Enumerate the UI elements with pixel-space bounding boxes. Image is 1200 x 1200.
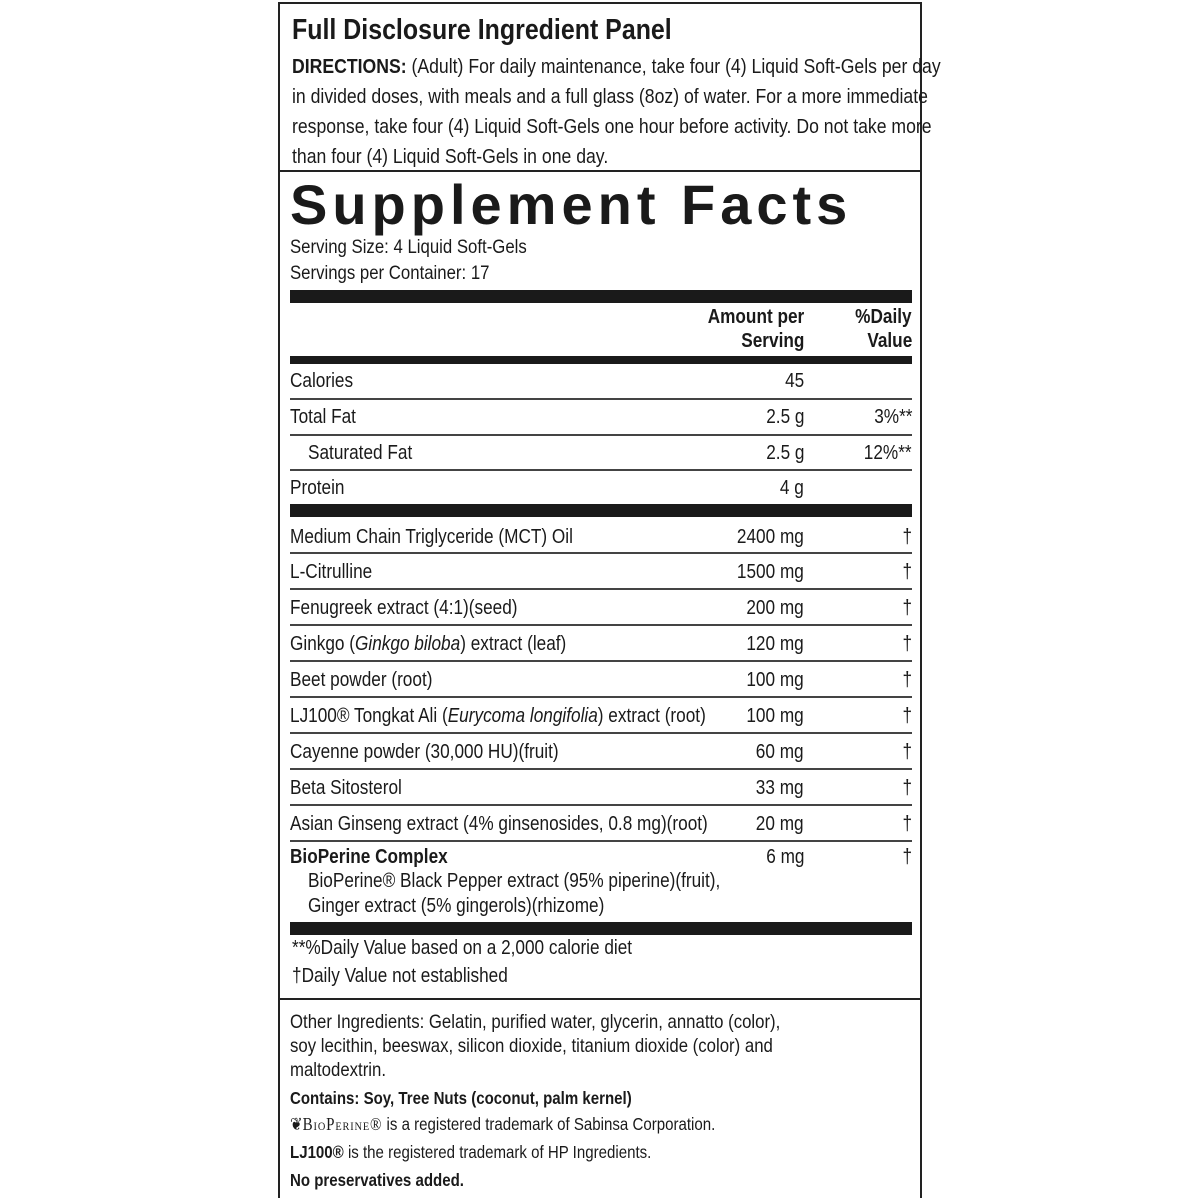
row-divider [290,804,912,806]
ingredient-amount: 100 mg [746,669,804,691]
nutrient-name: Saturated Fat [308,442,413,464]
row-divider [290,398,912,400]
ingredient-name: Beta Sitosterol [290,777,402,799]
ingredient-name: Ginkgo (Ginkgo biloba) extract (leaf) [290,633,567,655]
nutrient-name: Total Fat [290,406,356,428]
ingredient-dv: † [902,741,912,763]
ingredient-dv: † [902,526,912,548]
directions-line: DIRECTIONS: (Adult) For daily maintenance, take four (4) Liquid Soft-Gels per day [292,55,941,78]
directions-line: response, take four (4) Liquid Soft-Gels one hour before activity. Do not take more [292,115,932,138]
ingredient-dv: † [902,777,912,799]
ingredient-amount: 2400 mg [737,526,804,548]
panel-title: Full Disclosure Ingredient Panel [292,14,672,46]
ingredient-dv: † [902,633,912,655]
ingredient-name: Medium Chain Triglyceride (MCT) Oil [290,526,573,548]
no-preservatives: No preservatives added. [290,1170,464,1190]
complex-amount: 6 mg [765,846,804,868]
nutrient-name: Calories [290,370,354,392]
nutrient-dv: 3%** [873,406,912,428]
complex-dv: † [902,846,912,868]
other-ingredients-line: soy lecithin, beeswax, silicon dioxide, titanium dioxide (color) and [290,1035,773,1057]
nutrient-name: Protein [290,477,345,499]
nutrient-dv: 12%** [864,442,912,464]
ingredient-dv: † [902,597,912,619]
complex-detail: Ginger extract (5% gingerols)(rhizome) [308,895,605,917]
row-divider [290,660,912,662]
ingredient-amount: 1500 mg [737,561,804,583]
ingredient-name: Fenugreek extract (4:1)(seed) [290,597,518,619]
ingredient-dv: † [902,705,912,727]
row-divider [290,588,912,590]
row-divider [290,552,912,554]
serving-size: Serving Size: 4 Liquid Soft-Gels [290,236,527,258]
thick-divider [290,290,912,303]
ingredient-amount: 60 mg [756,741,804,763]
lj100-trademark: LJ100® is the registered trademark of HP Ingredients. [290,1142,652,1162]
row-divider [290,696,912,698]
row-divider [290,624,912,626]
supplement-facts-title: Supplement Facts [290,173,853,236]
other-ingredients-line: Other Ingredients: Gelatin, purified water, glycerin, annatto (color), [290,1011,781,1033]
ingredient-name: Asian Ginseng extract (4% ginsenosides, 0.8 mg)(root) [290,813,708,835]
directions-line: in divided doses, with meals and a full glass (8oz) of water. For a more immediate [292,85,928,108]
supplement-facts-section [280,172,920,1000]
ingredient-dv: † [902,561,912,583]
nutrient-amount: 2.5 g [765,406,804,428]
ingredient-amount: 200 mg [746,597,804,619]
complex-name: BioPerine Complex [290,846,448,868]
other-ingredients-section [280,1000,920,1200]
ingredient-dv: † [902,669,912,691]
bioperine-logo: BioPerine® [302,1114,383,1134]
nutrient-amount: 45 [784,370,804,392]
row-divider [290,469,912,471]
ingredient-amount: 20 mg [756,813,804,835]
nutrient-amount: 2.5 g [765,442,804,464]
ingredient-panel [278,2,941,1198]
directions-section [280,4,941,172]
daily-value-header: %Daily Value [855,306,912,352]
directions-label: DIRECTIONS: [292,55,407,78]
ingredient-name: Beet powder (root) [290,669,433,691]
bioperine-trademark: ❦BioPerine® is a registered trademark of Sabinsa Corporation. [290,1114,716,1134]
leaf-icon: ❦ [290,1114,303,1134]
footnote-not-established: †Daily Value not established [292,965,508,987]
amount-header: Amount per Serving [707,306,804,352]
row-divider [290,732,912,734]
row-divider [290,768,912,770]
servings-per-container: Servings per Container: 17 [290,262,490,284]
directions-line: than four (4) Liquid Soft-Gels in one day. [292,145,609,168]
contains-statement: Contains: Soy, Tree Nuts (coconut, palm kernel) [290,1088,632,1108]
ingredient-name: LJ100® Tongkat Ali (Eurycoma longifolia) extract (root) [290,705,706,727]
ingredient-amount: 120 mg [746,633,804,655]
thick-divider [290,504,912,517]
row-divider [290,434,912,436]
row-divider [290,840,912,842]
ingredient-name: L-Citrulline [290,561,373,583]
other-ingredients-line: maltodextrin. [290,1059,387,1081]
nutrient-amount: 4 g [780,477,804,499]
medium-divider [290,356,912,364]
ingredient-amount: 100 mg [746,705,804,727]
complex-detail: BioPerine® Black Pepper extract (95% piperine)(fruit), [308,870,721,892]
ingredient-dv: † [902,813,912,835]
ingredient-amount: 33 mg [756,777,804,799]
ingredient-name: Cayenne powder (30,000 HU)(fruit) [290,741,559,763]
thick-divider [290,922,912,935]
footnote-daily-value: **%Daily Value based on a 2,000 calorie diet [292,937,633,959]
